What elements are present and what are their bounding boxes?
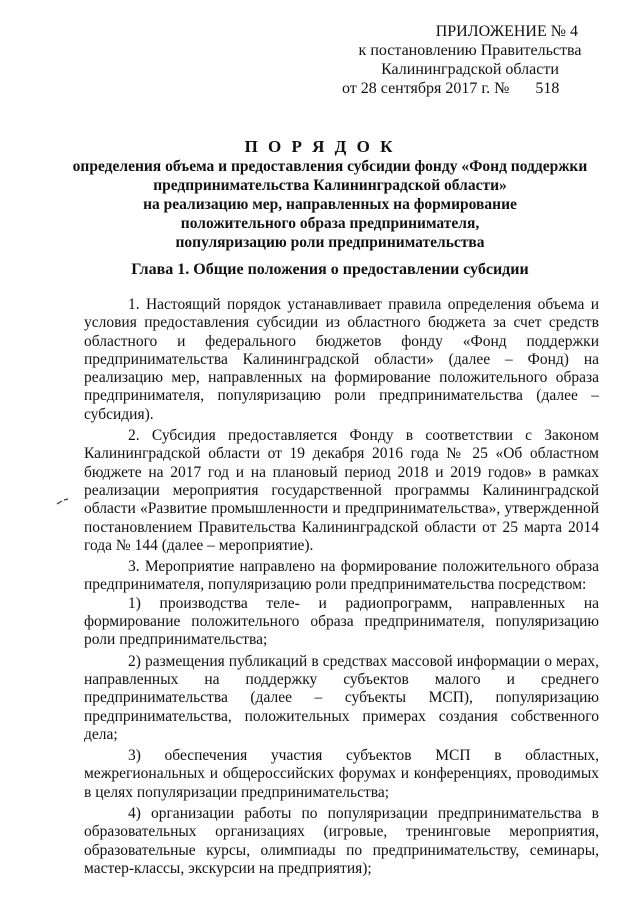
document-title: П О Р Я Д О К: [244, 137, 396, 156]
document-body: [84, 296, 599, 878]
appendix-title: ПРИЛОЖЕНИЕ № 4: [435, 23, 578, 40]
chapter-title: Глава 1. Общие положения о предоставлении субсидии: [131, 261, 529, 278]
document-subtitle: [60, 157, 600, 252]
appendix-line-resolution: к постановлению Правительства: [358, 42, 582, 59]
resolution-number: 518: [535, 80, 560, 97]
appendix-header: [330, 22, 610, 98]
appendix-date-line: [330, 79, 610, 98]
subtitle-line: определения объема и предоставления субсидии фонду «Фонд поддержки: [72, 158, 588, 175]
subtitle-line: положительного образа предпринимателя,: [180, 215, 480, 232]
list-item-1: 1) производства теле- и радиопрограмм, направленных на формирование положительного образа предпринимателя, популяризацию роли предпринимательства;: [84, 594, 599, 649]
paragraph-3: 3. Мероприятие направлено на формирование положительного образа предпринимателя, популяризацию роли предпринимательства посредством:: [84, 558, 599, 594]
date-prefix: от: [342, 80, 357, 97]
paragraph-2: 2. Субсидия предоставляется Фонду в соответствии с Законом Калининградской области от 19 декабря 2016 года № 25 «Об областном бюджете на 2017 год и на плановый период 2018 и 2019 годов» в рамках реализации мероприятия государственной программы Калининградской области «Развитие промышленности и предпринимательства», утвержденной постановлением Правительства Калининградской области от 25 марта 2014 года № 144 (далее – мероприятие).: [84, 427, 599, 554]
list-item-2: 2) размещения публикаций в средствах массовой информации о мерах, направленных на поддержку субъектов малого и среднего предпринимательства (далее – субъекты МСП), популяризацию предпринимательства, положительных примерах создания собственного дела;: [84, 652, 599, 743]
paragraph-1: 1. Настоящий порядок устанавливает правила определения объема и условия предоставления субсидии из областного бюджета за счет средств областного и федерального бюджетов фонду «Фонд поддержки предпринимательства Калининградской области» (далее – Фонд) на реализацию мер, направленных на формирование положительного образа предпринимателя, популяризацию роли предпринимательства (далее – субсидия).: [84, 296, 599, 423]
subtitle-line: популяризацию роли предпринимательства: [175, 234, 485, 251]
subtitle-line: на реализацию мер, направленных на формирование: [143, 196, 517, 213]
list-item-4: 4) организации работы по популяризации предпринимательства в образовательных организациях (игровые, тренинговые мероприятия, образовательные курсы, олимпиады по предпринимательству, семинары, мастер-классы, экскурсии на предприятия);: [84, 805, 599, 877]
margin-mark: [56, 498, 70, 506]
list-item-3: 3) обеспечения участия субъектов МСП в областных, межрегиональных и общероссийских форумах и конференциях, проводимых в целях популяризации предпринимательства;: [84, 747, 599, 801]
resolution-date: 28 сентября 2017 г.: [360, 80, 491, 97]
appendix-line-region: Калининградской области: [381, 61, 559, 78]
subtitle-line: предпринимательства Калининградской области»: [153, 177, 507, 194]
number-prefix: №: [494, 80, 510, 97]
